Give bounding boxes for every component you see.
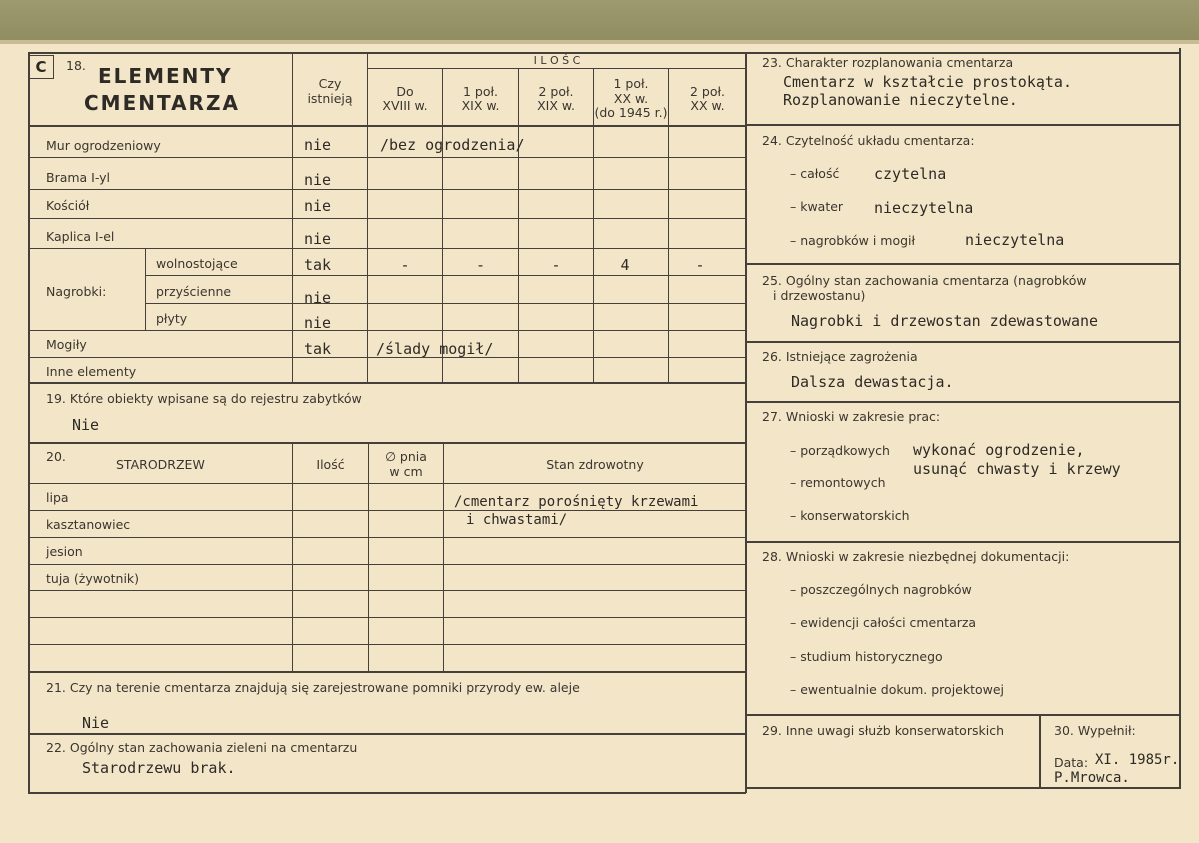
period-4-line1: 1 poł. — [613, 76, 649, 91]
tree-health-note-line1: /cmentarz porośnięty krzewami — [454, 494, 699, 510]
tree-health-note-line2: i chwastami/ — [466, 512, 568, 528]
row-exists-gate: nie — [304, 171, 332, 189]
col-exists-header-line1: Czy — [318, 76, 342, 91]
freestanding-qty-1: - — [400, 256, 410, 274]
period-2-line2: XIX w. — [461, 98, 500, 113]
period-1-line2: XVIII w. — [382, 98, 428, 113]
row-label-wall: Mur ogrodzeniowy — [46, 138, 161, 153]
row-label-slabs: płyty — [156, 311, 188, 326]
row-exists-chapel: nie — [304, 230, 332, 248]
docs-item-4: – ewentualnie dokum. projektowej — [790, 682, 1005, 697]
section-23-label: 23. Charakter rozplanowania cmentarza — [762, 55, 1014, 70]
tree-row-3: jesion — [46, 544, 83, 559]
section-26-value: Dalsza dewastacja. — [791, 373, 954, 391]
section-27-label: 27. Wnioski w zakresie prac: — [762, 409, 941, 424]
section-22-label: 22. Ogólny stan zachowania zieleni na cmentarzu — [46, 740, 358, 755]
period-4-line3: (do 1945 r.) — [594, 105, 668, 120]
tree-col-health: Stan zdrowotny — [546, 457, 644, 472]
row-label-other-elements: Inne elementy — [46, 364, 137, 379]
docs-item-2: – ewidencji całości cmentarza — [790, 615, 977, 630]
section-28-label: 28. Wnioski w zakresie niezbędnej dokumentacji: — [762, 549, 1070, 564]
section-24-label: 24. Czytelność układu cmentarza: — [762, 133, 975, 148]
period-4-line2: XX w. — [613, 91, 649, 106]
row-note-graves: /ślady mogił/ — [376, 340, 494, 358]
section-30-date-label: Data: — [1054, 755, 1089, 770]
period-2-line1: 1 poł. — [462, 84, 499, 99]
section-25-label-line1: 25. Ogólny stan zachowania cmentarza (nagrobków — [762, 273, 1087, 288]
section-25-label-line2: i drzewostanu) — [773, 288, 866, 303]
row-label-graves: Mogiły — [46, 337, 87, 352]
binding-tape — [0, 0, 1199, 44]
row-exists-church: nie — [304, 197, 332, 215]
section-30-date-value: XI. 1985r. — [1095, 752, 1180, 768]
section-19-label: 19. Które obiekty wpisane są do rejestru zabytków — [46, 391, 362, 406]
row-note-wall: /bez ogrodzenia/ — [380, 136, 525, 154]
section-20-number: 20. — [46, 449, 66, 464]
works-renovation-label: – remontowych — [790, 475, 886, 490]
legibility-graves-label: – nagrobków i mogił — [790, 233, 916, 248]
period-5-line2: XX w. — [690, 98, 725, 113]
period-3-line2: XIX w. — [537, 98, 575, 113]
section-23-value-line2: Rozplanowanie nieczytelne. — [783, 91, 1018, 109]
legibility-quarters-label: – kwater — [790, 199, 844, 214]
row-label-tombstones: Nagrobki: — [46, 284, 107, 299]
legibility-whole-value: czytelna — [874, 165, 947, 183]
section-26-label: 26. Istniejące zagrożenia — [762, 349, 918, 364]
corner-letter-box: C — [28, 55, 54, 79]
legibility-whole-label: – całość — [790, 166, 840, 181]
section-21-label: 21. Czy na terenie cmentarza znajdują się zarejestrowane pomniki przyrody ew. aleje — [46, 680, 580, 695]
section-23-value-line1: Cmentarz w kształcie prostokąta. — [783, 73, 1072, 91]
freestanding-qty-5: - — [695, 256, 705, 274]
row-exists-wall-mounted: nie — [304, 289, 332, 307]
legibility-graves-value: nieczytelna — [965, 231, 1065, 249]
period-5-line1: 2 poł. — [689, 84, 726, 99]
tree-row-2: kasztanowiec — [46, 517, 131, 532]
section-25-value: Nagrobki i drzewostan zdewastowane — [791, 312, 1099, 330]
period-3-line1: 2 poł. — [538, 84, 574, 99]
docs-item-3: – studium historycznego — [790, 649, 943, 664]
section-19-value: Nie — [72, 416, 100, 434]
tree-col-quantity: Ilość — [316, 457, 345, 472]
row-exists-slabs: nie — [304, 314, 332, 332]
section-21-value: Nie — [82, 714, 110, 732]
section-30-filled-by: P.Mrowca. — [1054, 770, 1130, 786]
works-value-line1: wykonać ogrodzenie, — [913, 441, 1085, 459]
period-1-line1: Do — [396, 84, 414, 99]
tree-col-trunk-diameter-line1: ∅ pnia — [385, 449, 427, 464]
docs-item-1: – poszczególnych nagrobków — [790, 582, 972, 597]
quantity-header: I L O Ś C — [533, 54, 581, 67]
tree-row-1: lipa — [46, 490, 69, 505]
row-label-church: Kościół — [46, 198, 90, 213]
tree-col-trunk-diameter-line2: w cm — [389, 464, 423, 479]
works-cleanup-label: – porządkowych — [790, 443, 890, 458]
col-exists-header-line2: istnieją — [307, 91, 353, 106]
row-label-gate: Brama I-yl — [46, 170, 111, 185]
section-22-value: Starodrzewu brak. — [82, 759, 236, 777]
section-18-number: 18. — [66, 58, 86, 73]
section-30-label: 30. Wypełnił: — [1054, 723, 1136, 738]
works-value-line2: usunąć chwasty i krzewy — [913, 460, 1121, 478]
section-20-title: STARODRZEW — [116, 457, 205, 472]
section-18-title-line2: CMENTARZA — [84, 91, 240, 115]
works-conservation-label: – konserwatorskich — [790, 508, 910, 523]
row-label-freestanding: wolnostojące — [156, 256, 238, 271]
row-label-wall-mounted: przyścienne — [156, 284, 232, 299]
row-label-chapel: Kaplica I-el — [46, 229, 115, 244]
row-exists-graves: tak — [304, 340, 332, 358]
tree-row-4: tuja (żywotnik) — [46, 571, 140, 586]
section-18-title-line1: ELEMENTY — [98, 64, 233, 88]
legibility-quarters-value: nieczytelna — [874, 199, 974, 217]
freestanding-qty-2: - — [475, 256, 486, 274]
row-exists-freestanding: tak — [304, 256, 332, 274]
row-exists-wall: nie — [304, 136, 332, 154]
freestanding-qty-4: 4 — [620, 256, 630, 274]
section-29-label: 29. Inne uwagi służb konserwatorskich — [762, 723, 1004, 738]
freestanding-qty-3: - — [551, 256, 561, 274]
